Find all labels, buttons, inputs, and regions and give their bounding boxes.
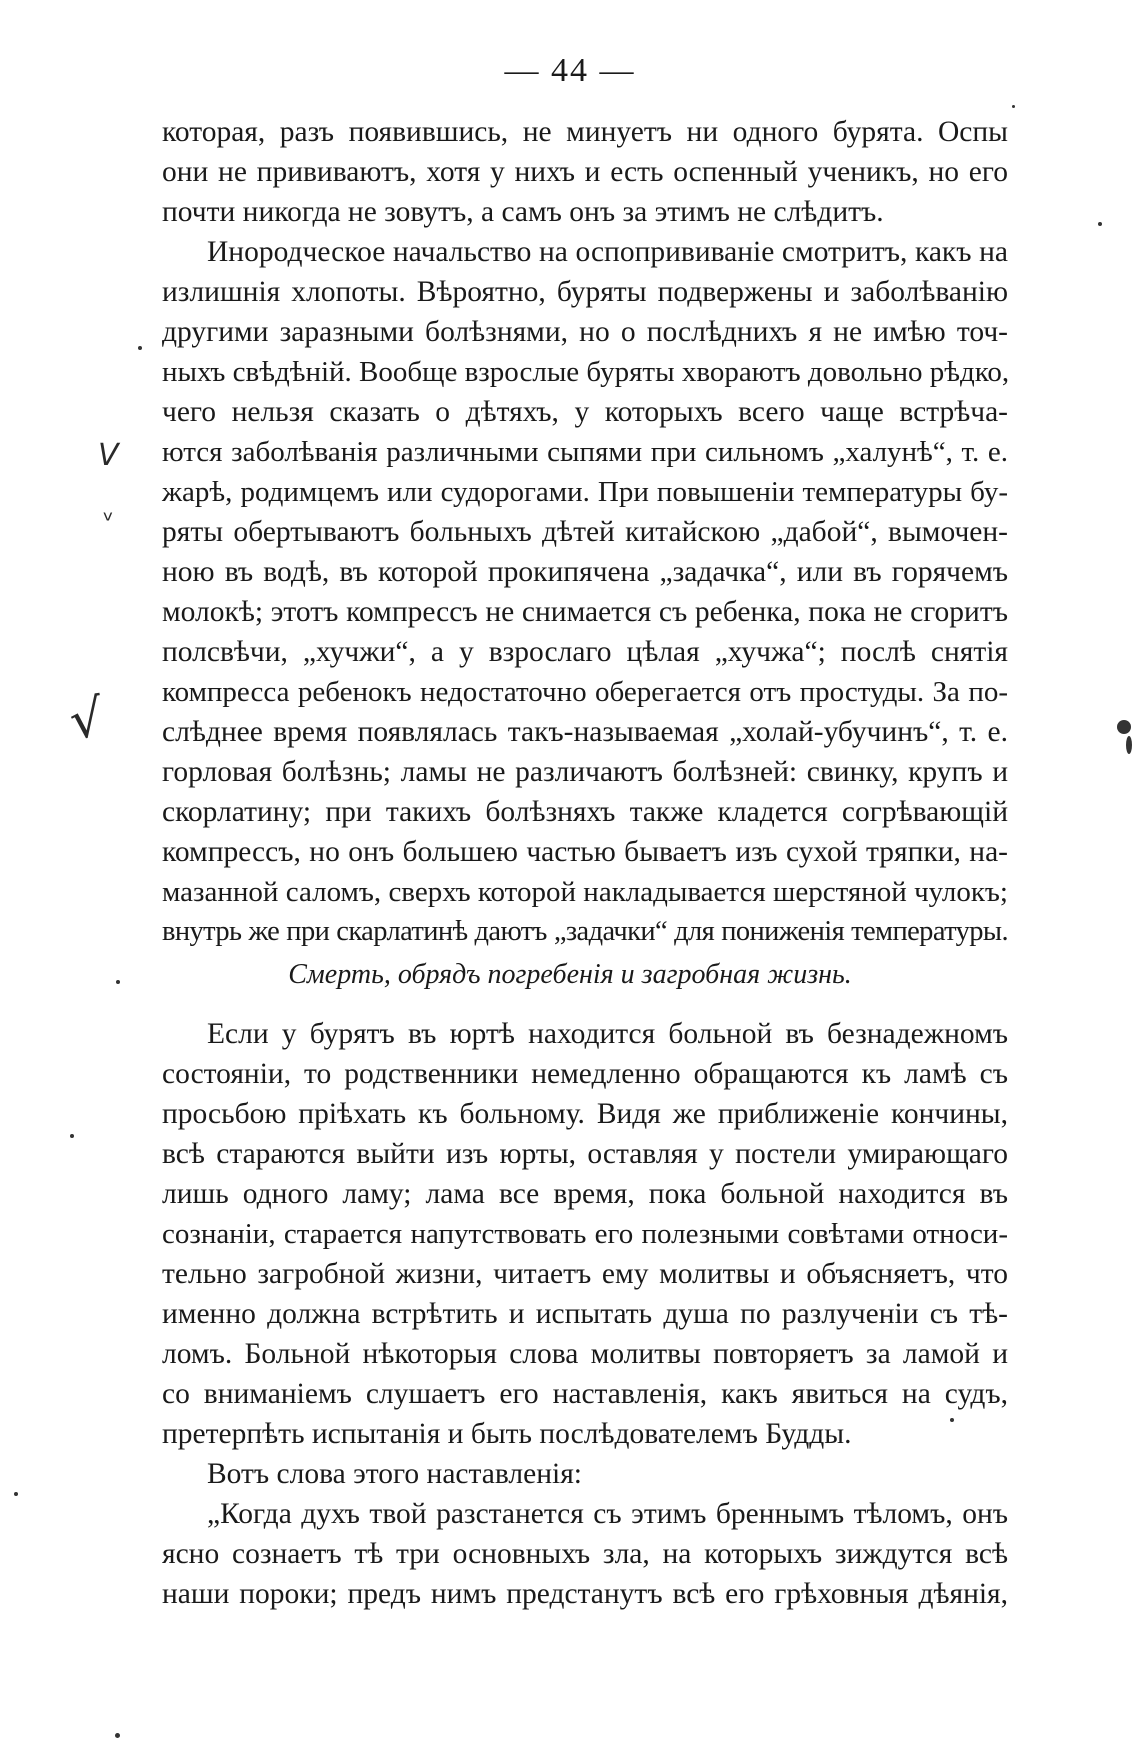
text-line: ясно сознаетъ тѣ три основныхъ зла, на которыхъ зиждутся всѣ (162, 1538, 1008, 1570)
margin-check-mark: V (98, 438, 119, 473)
page-number: — 44 — (504, 52, 636, 89)
text-line: „Когда духъ твой разстанется съ этимъ бреннымъ тѣломъ, онъ (207, 1498, 1008, 1530)
margin-check-mark: ᵛ (103, 506, 114, 536)
text-line: Инородческое начальство на оспопрививаніе смотритъ, какъ на (207, 236, 1008, 268)
text-line: Если у бурятъ въ юртѣ находится больной въ безнадежномъ (207, 1018, 1008, 1050)
text-line: именно должна встрѣтить и испытать душа по разлученіи съ тѣ- (162, 1298, 1008, 1330)
text-line: ломъ. Больной нѣкоторыя слова молитвы повторяетъ за ламой и (162, 1338, 1008, 1370)
text-line: сознаніи, старается напутствовать его полезными совѣтами относи- (162, 1218, 1008, 1250)
scan-speck (138, 346, 142, 350)
text-line: компрессъ, но онъ большею частью бываетъ изъ сухой тряпки, на- (162, 836, 1008, 868)
text-line: внутрь же при скарлатинѣ даютъ „задачки“ для пониженія температуры. (162, 916, 1008, 947)
margin-check-mark: √ (65, 687, 108, 753)
text-line: полсвѣчи, „хучжи“, а у взрослаго цѣлая „хучжа“; послѣ снятія (162, 636, 1008, 668)
text-line: со вниманіемъ слушаетъ его наставленія, какъ явиться на судъ, (162, 1378, 1008, 1410)
text-line: компресса ребенокъ недостаточно оберегается отъ простуды. За по- (162, 676, 1008, 708)
text-line: ною въ водѣ, въ которой прокипячена „задачка“, или въ горячемъ (162, 556, 1008, 588)
text-line: всѣ стараются выйти изъ юрты, оставляя у постели умирающаго (162, 1138, 1008, 1170)
text-line: Вотъ слова этого наставленія: (207, 1458, 582, 1490)
scan-speck (70, 1134, 74, 1138)
scan-speck (115, 1733, 120, 1738)
text-line: слѣднее время появлялась такъ-называемая „холай-убучинъ“, т. е. (162, 716, 1008, 748)
text-line: тельно загробной жизни, читаетъ ему молитвы и объясняетъ, что (162, 1258, 1008, 1290)
text-line: просьбою пріѣхать къ больному. Видя же приближеніе кончины, (162, 1098, 1008, 1130)
scan-speck (1126, 736, 1132, 754)
scan-speck (14, 1492, 18, 1496)
text-line: состояніи, то родственники немедленно обращаются къ ламѣ съ (162, 1058, 1008, 1090)
text-line: скорлатину; при такихъ болѣзняхъ также кладется согрѣвающій (162, 796, 1008, 828)
text-line: лишь одного ламу; лама все время, пока больной находится въ (162, 1178, 1008, 1210)
scan-speck (950, 1418, 954, 1422)
text-line: ются заболѣванія различными сыпями при сильномъ „халунѣ“, т. е. (162, 436, 1008, 468)
text-line: горловая болѣзнь; ламы не различаютъ болѣзней: свинку, крупъ и (162, 756, 1008, 788)
section-heading: Смерть, обрядъ погребенія и загробная жизнь. (288, 959, 852, 990)
text-line: чего нельзя сказать о дѣтяхъ, у которыхъ всего чаще встрѣча- (162, 396, 1008, 428)
text-line: излишнія хлопоты. Вѣроятно, буряты подвержены и заболѣванію (162, 276, 1008, 308)
text-line: жарѣ, родимцемъ или судорогами. При повышеніи температуры бу- (162, 476, 1008, 508)
scan-speck (1098, 222, 1102, 226)
text-line: которая, разъ появившись, не минуетъ ни одного бурята. Оспы (162, 116, 1008, 148)
text-line: ныхъ свѣдѣній. Вообще взрослые буряты хвораютъ довольно рѣдко, (162, 356, 1010, 388)
scan-speck (1117, 720, 1131, 734)
text-line: наши пороки; предъ нимъ предстанутъ всѣ его грѣховныя дѣянія, (162, 1578, 1008, 1610)
text-line: другими заразными болѣзнями, но о послѣднихъ я не имѣю точ- (162, 316, 1008, 348)
scan-speck (116, 980, 120, 984)
text-line: претерпѣть испытанія и быть послѣдователемъ Будды. (162, 1418, 852, 1450)
text-line: почти никогда не зовутъ, а самъ онъ за этимъ не слѣдитъ. (162, 196, 884, 228)
text-line: ряты обертываютъ больныхъ дѣтей китайскою „дабой“, вымочен- (162, 516, 1008, 548)
text-line: молокѣ; этотъ компрессъ не снимается съ ребенка, пока не сгоритъ (162, 596, 1008, 628)
text-line: мазанной саломъ, сверхъ которой накладывается шерстяной чулокъ; (162, 876, 1008, 908)
text-line: они не прививаютъ, хотя у нихъ и есть оспенный ученикъ, но его (162, 156, 1008, 188)
scan-speck (1012, 105, 1015, 108)
